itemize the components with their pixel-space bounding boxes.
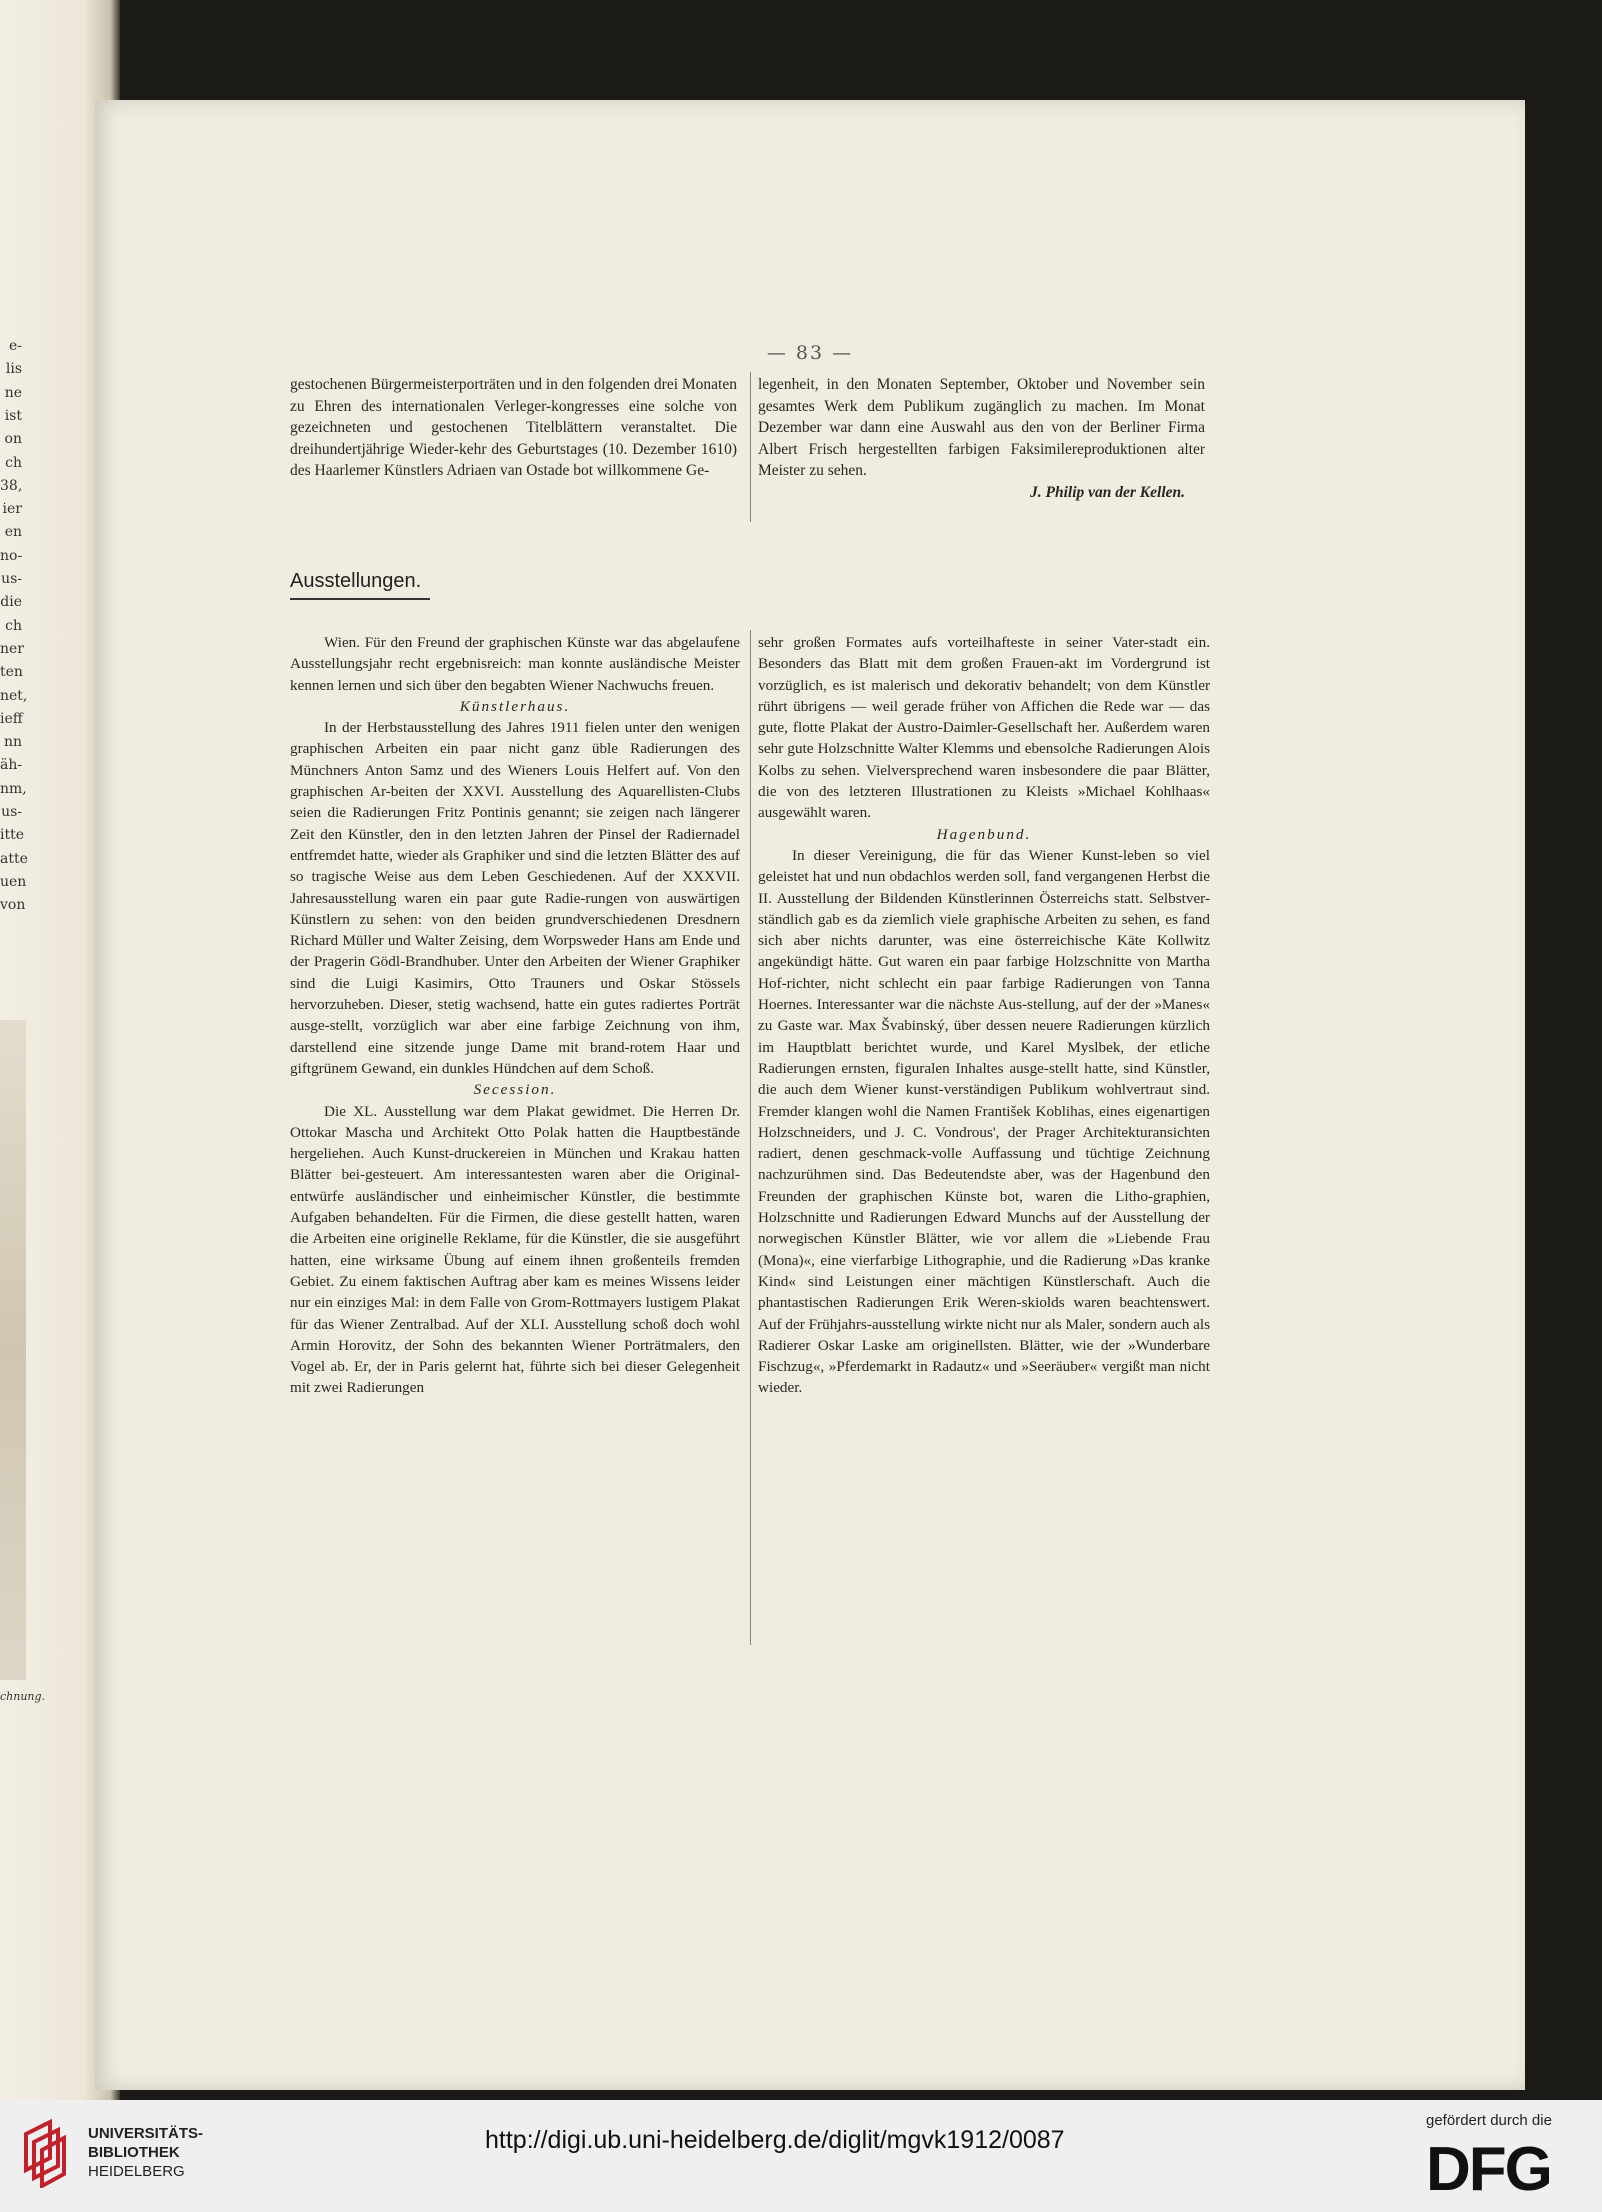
left-page-text-fragment: ch [5,454,22,471]
left-page-text-fragment: äh- [0,757,23,774]
left-page-text-fragment: ne [4,384,22,401]
left-page-text-fragment: no- [0,547,23,564]
paragraph: legenheit, in den Monaten September, Oktober und November sein gesamtes Werk dem Publikum zugänglich zu machen. Im Monat Dezember war dann eine Auswahl aus den von der Berliner Firma Albert Frisch hergestellten farbigen Faksimilereproduktionen alter Meister zu sehen. [758,376,1205,479]
top-right-column [758,374,1205,503]
left-page-text-fragment: ieff [0,710,23,727]
left-page-text-fragment: us- [1,804,22,820]
page-number: — 83 — [766,342,854,364]
section-heading: Ausstellungen. [290,570,422,592]
left-page-text-fragment: ier [2,501,22,518]
left-page-text-fragment: us- [1,571,22,587]
subsection-heading: Secession. [473,1081,557,1099]
left-page-illustration [0,1020,26,1680]
viewer-footer [0,2100,1602,2212]
left-page-text-fragment: nm, [0,780,27,797]
sponsor-label: gefördert durch die [1426,2112,1552,2129]
subsection-heading: Künstlerhaus. [459,697,571,715]
column-divider-top [750,372,751,522]
left-page-text-fragment: nn [3,734,22,751]
paragraph: In der Herbstausstellung des Jahres 1911 fielen unter den wenigen graphischen Arbeiten ein paar nicht ganz üble Radierungen des Münchners Anton Samz und des Wieners Louis Helfert auf. Von den graphischen Ar-beiten der XXVI. Ausstellung des Aquarellisten-Clubs seien die Radierungen Fritz Pontinis genannt; sie zeigen nach längerer Zeit den Künstler, den in den letzten Jahren der Pinsel der Radiernadel entfremdet hatte, wieder als Graphiker und sind die letzten Blätter des auf so tragische Weise aus dem Leben Geschiedenen. Auf der XXXVII. Jahresausstellung waren ein paar gute Radie-rungen von auswärtigen Künstlern zu sehen: von den beiden grundverschiedenen Dresdnern Richard Müller und Walter Zeising, dem Worpsweder Hans am Ende und der Pragerin Gödl-Brandhuber. Unter den Arbeiten der Wiener Graphiker sind die Luigi Kasimirs, Otto Trauners und Oskar Stössels hervorzuheben. Dieser, stetig wachsend, hatte ein gutes radiertes Porträt ausge-stellt, vorzüglich war aber eine farbige Zeichnung von ihm, darstellend eine sitzende junge Dame mit brand-rotem Haar und giftgrünem Gewand, ein dunkles Hündchen auf dem Schoß. [290,719,740,1077]
left-page-text-fragment: ten [0,664,23,681]
left-page-text-fragment: 38, [0,477,23,494]
column-divider-main [750,630,751,1645]
dfg-logo-icon [1426,2138,1576,2194]
institution-line: HEIDELBERG [88,2163,185,2180]
left-page-text-fragment: net, [0,687,28,704]
institution-line: BIBLIOTHEK [88,2144,180,2161]
left-page-text-fragment: e- [8,338,22,354]
left-page-text-fragment: uen [0,873,27,890]
left-page-caption: chnung. [0,1690,46,1703]
author-signature: J. Philip van der Kellen. [1030,483,1185,501]
heading-underline [290,598,430,600]
university-name [88,2124,203,2181]
dfg-logo-text: DFG [1426,2138,1551,2194]
paragraph: gestochenen Bürgermeisterporträten und in den folgenden drei Monaten zu Ehren des internationalen Verleger-kongresses eine solche von gezeichneten und gestochenen Titelblättern veranstaltet. Die dreihundertjährige Wieder-kehr des Geburtstages (10. Dezember 1610) des Haarlemer Künstlers Adriaen van Ostade bot willkommene Ge- [290,376,737,479]
paragraph: Die XL. Ausstellung war dem Plakat gewidmet. Die Herren Dr. Ottokar Mascha und Architekt Otto Polak hatten die Hauptbestände hergeliehen. Auch Kunst-druckereien in München und Krakau hatten Blätter bei-gesteuert. Am interessantesten waren aber die Original-entwürfe ausländischer und einheimischer Künstler, die bestimmte Aufgaben behandelten. Für die Firmen, die diese gestellt hatten, waren die Arbeiten eine originelle Reklame, für die Künstler, die sie ausgeführt hatten, eine wirksame Übung auf einem ihnen großenteils fremden Gebiet. Zu einem faktischen Auftrag aber kam es meines Wissens leider nur ein einziges Mal: in dem Falle von Grom-Rottmayers lustigem Plakat für das Wiener Zentralbad. Auf der XLI. Ausstellung schoß doch wohl Armin Horovitz, der Sohn des bekannten Wiener Porträtmalers, den Vogel ab. Er, der in Paris gelernt hat, führte sich bei dieser Gelegenheit mit zwei Radierungen [290,1102,740,1397]
main-left-column [290,632,740,1399]
subsection-heading: Hagenbund. [936,825,1032,843]
left-page-text-fragment: ch [5,617,22,634]
paragraph: In dieser Vereinigung, die für das Wiener Kunst-leben so viel geleistet hat und nun obdachlos werden soll, fand vergangenen Herbst die II. Ausstellung der Bildenden Künstlerinnen Österreichs statt. Selbstver-ständlich gab es da ziemlich viele graphische Arbeiten zu sehen, es fand sich aber nichts darunter, was eine österreichische Käte Kollwitz angekündigt hätte. Gut waren ein paar farbige Holzschnitte von Martha Hof-richter, nicht schlecht ein paar farbige Radierungen von Tanna Hoernes. Interessanter war die nächste Aus-stellung, auf der der »Manes« zu Gaste war. Max Švabinský, über dessen neuere Radierungen kürzlich im Hauptblatt berichtet wurde, und Karel Myslbek, der etliche Radierungen ernsten, figuralen Inhaltes ausge-stellt hatte, sind Künstler, die auch dem Wiener kunst-verständigen Publikum wohlvertraut sind. Fremder klangen wohl die Namen František Koblihas, eines eigenartigen Holzschneiders, und J. C. Vondrous', der Prager Architekturansichten radiert, denen geschmack-volle Auffassung und tüchtige Zeichnung nachzurühmen sind. Das Bedeutendste aber, was der Hagenbund den Freunden der graphischen Künste bot, waren die Litho-graphien, Holzschnitte und Radierungen Edward Munchs auf der Ausstellung der norwegischen Künstler Blätter, wie vor allem die »Liebende Frau (Mona)«, eine vierfarbige Lithographie, und die Radierung »Das kranke Kind« sind Leistungen einer mächtigen Künstlerschaft. Auch die phantastischen Radierungen Erik Weren-skiolds waren beachtenswert. Auf der Frühjahrs-ausstellung wirkte nicht nur als Maler, sondern auch als Radierer Oskar Laske am originellsten. Blätter, wie der »Wunderbare Fischzug«, »Pferdemarkt in Radautz« und »Seeräuber« vergißt man nicht wieder. [758,846,1210,1397]
left-page-text-fragment: en [4,524,22,541]
university-logo-icon [20,2118,68,2188]
paragraph: sehr großen Formates aufs vorteilhafteste in seiner Vater-stadt ein. Besonders das Blatt mit dem großen Frauen-akt im Vordergrund ist vorzüglich, es ist malerisch und dekorativ behandelt; von dem Künstler rührt übrigens — weil gerade früher von Affichen die Rede war — das gute, flotte Plakat der Austro-Daimler-Gesellschaft her. Außerdem waren sehr gute Holzschnitte Walter Klemms und ebensolche Radierungen Alois Kolbs zu sehen. Vielversprechend waren insbesondere die paar Blätter, die von des letzteren Illustrationen zu Kleists »Michael Kohlhaas« ausgewählt waren. [758,634,1210,822]
left-page-text-fragment: on [4,431,22,448]
left-page-text-fragment: ner [0,640,24,657]
main-right-column [758,632,1210,1399]
left-page-text-fragment: lis [5,361,22,378]
left-page-text-fragment: von [0,897,26,914]
paragraph: Wien. Für den Freund der graphischen Künste war das abgelaufene Ausstellungsjahr recht ergebnisreich: man konnte ausländische Meister kennen lernen und sich über den begabten Wiener Nachwuchs freuen. [290,634,740,694]
left-page-text-fragment: itte [0,827,25,844]
institution-line: UNIVERSITÄTS- [88,2125,204,2142]
top-left-column [290,374,737,482]
left-page-text-fragment: ist [4,407,22,424]
left-page-text-fragment: atte [0,850,28,867]
permalink-url[interactable]: http://digi.ub.uni-heidelberg.de/diglit/mgvk1912/0087 [485,2126,1065,2154]
left-page-text-fragment: die [0,594,22,611]
